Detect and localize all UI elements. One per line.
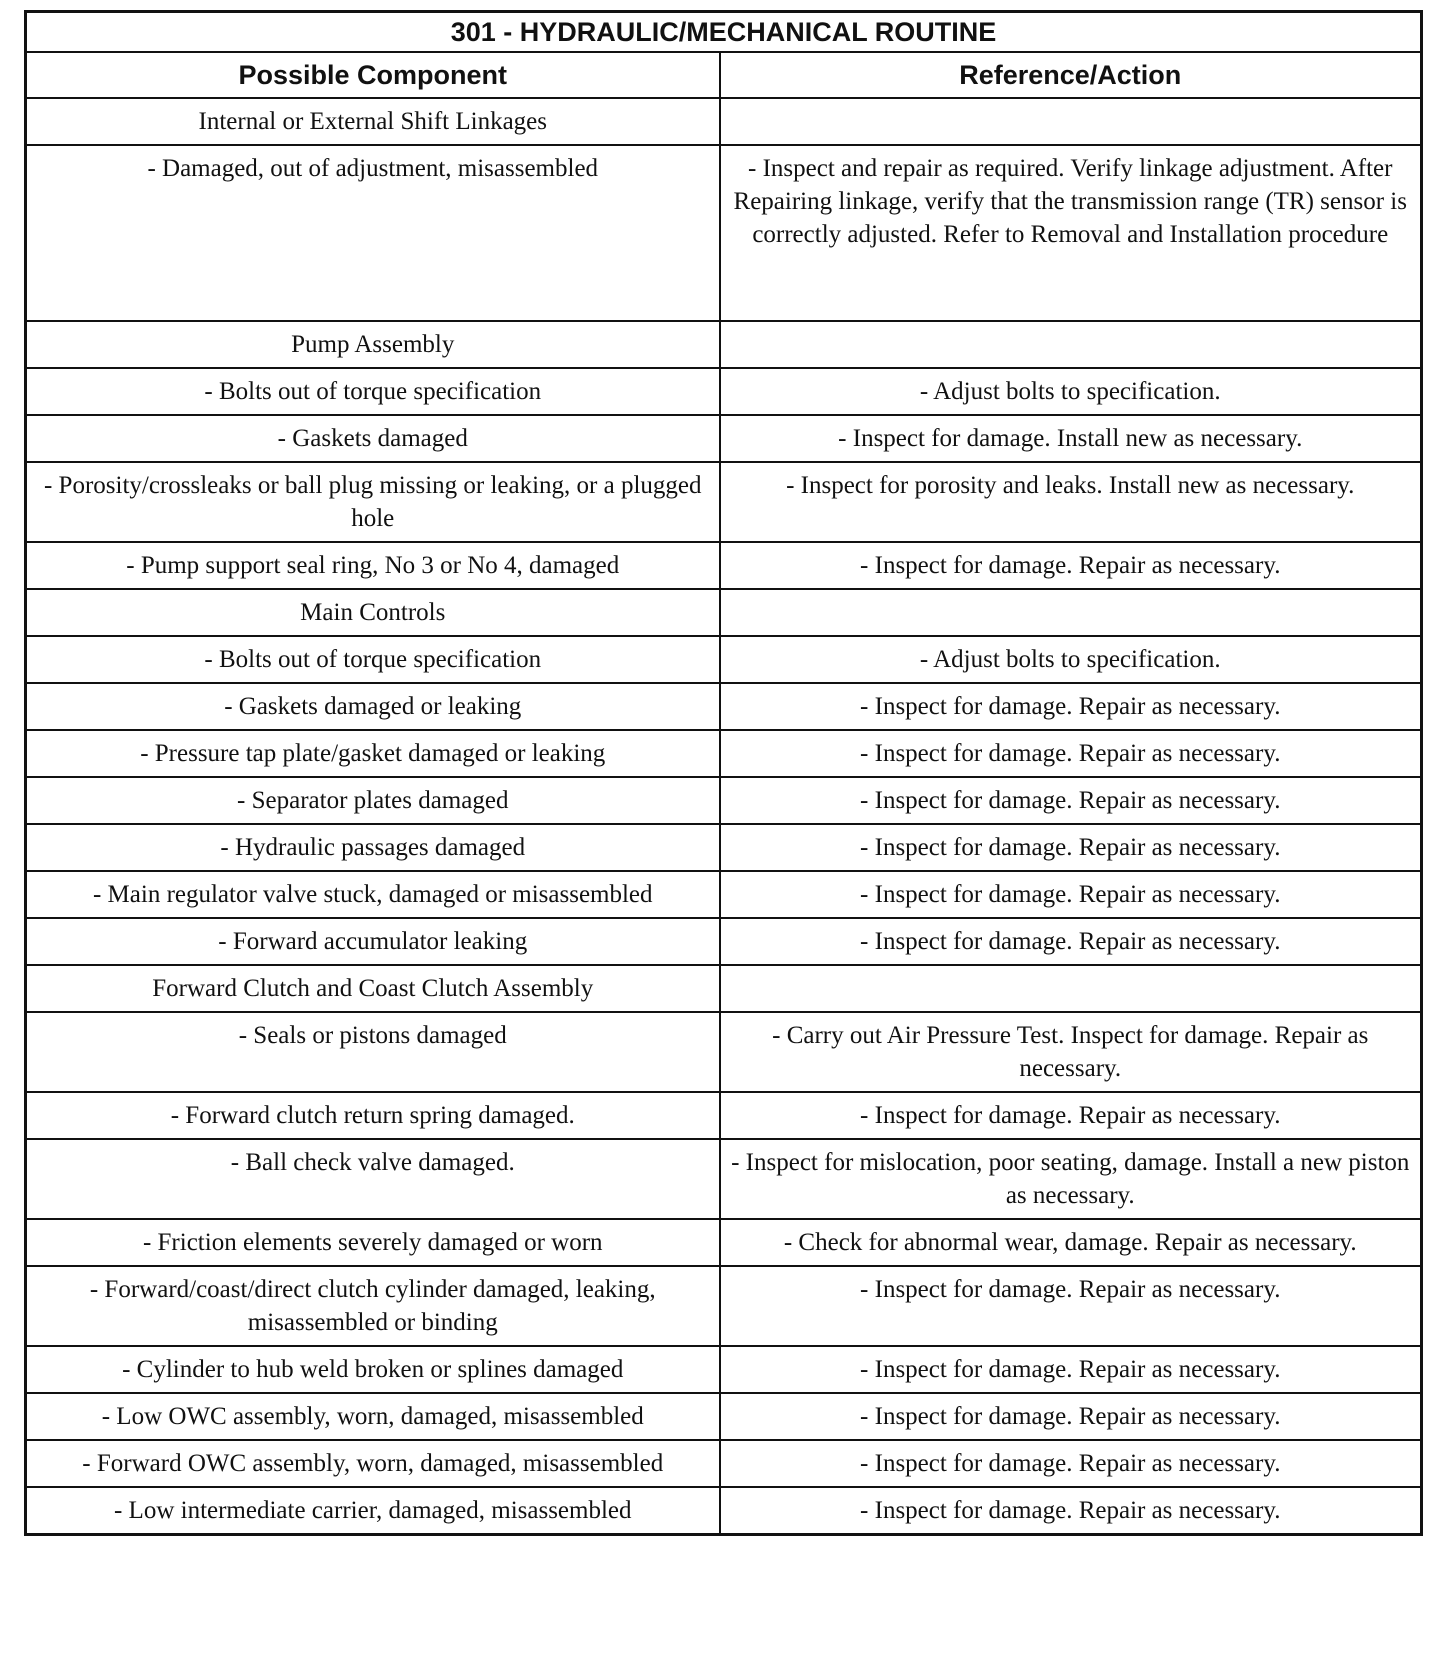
action-cell: - Inspect for damage. Repair as necessary. (720, 824, 1422, 871)
table-row (26, 1092, 1422, 1139)
table-row (26, 98, 1422, 145)
component-cell: - Forward clutch return spring damaged. (26, 1092, 720, 1139)
component-cell: - Forward OWC assembly, worn, damaged, misassembled (26, 1440, 720, 1487)
action-cell (720, 965, 1422, 1012)
column-header-action: Reference/Action (720, 52, 1422, 98)
component-cell: - Pressure tap plate/gasket damaged or leaking (26, 730, 720, 777)
table-row (26, 368, 1422, 415)
action-cell: - Inspect for damage. Repair as necessary. (720, 1393, 1422, 1440)
action-cell: - Adjust bolts to specification. (720, 368, 1422, 415)
table-row (26, 145, 1422, 321)
action-cell: - Inspect for damage. Repair as necessary. (720, 777, 1422, 824)
table-row (26, 965, 1422, 1012)
action-cell: - Inspect for damage. Repair as necessary. (720, 871, 1422, 918)
table-row (26, 589, 1422, 636)
component-cell: - Bolts out of torque specification (26, 368, 720, 415)
table-row (26, 1266, 1422, 1346)
component-cell: Pump Assembly (26, 321, 720, 368)
diagnostic-table (24, 10, 1423, 1536)
component-cell: - Hydraulic passages damaged (26, 824, 720, 871)
table-row (26, 730, 1422, 777)
action-cell: - Adjust bolts to specification. (720, 636, 1422, 683)
table-row (26, 1393, 1422, 1440)
action-cell: - Inspect for damage. Repair as necessary. (720, 683, 1422, 730)
column-header-component: Possible Component (26, 52, 720, 98)
table-row (26, 1346, 1422, 1393)
component-cell: - Cylinder to hub weld broken or splines damaged (26, 1346, 720, 1393)
table-row (26, 683, 1422, 730)
table-row (26, 636, 1422, 683)
action-cell: - Inspect for mislocation, poor seating, damage. Install a new piston as necessary. (720, 1139, 1422, 1219)
action-cell: - Inspect for damage. Repair as necessary. (720, 542, 1422, 589)
component-cell: - Main regulator valve stuck, damaged or misassembled (26, 871, 720, 918)
action-cell: - Inspect for damage. Repair as necessary. (720, 730, 1422, 777)
component-cell: Internal or External Shift Linkages (26, 98, 720, 145)
action-cell (720, 98, 1422, 145)
table-row (26, 824, 1422, 871)
component-cell: - Forward/coast/direct clutch cylinder damaged, leaking, misassembled or binding (26, 1266, 720, 1346)
component-cell: - Ball check valve damaged. (26, 1139, 720, 1219)
component-cell: - Separator plates damaged (26, 777, 720, 824)
component-cell: - Gaskets damaged (26, 415, 720, 462)
component-cell: - Seals or pistons damaged (26, 1012, 720, 1092)
table-row (26, 777, 1422, 824)
table-row (26, 462, 1422, 542)
component-cell: - Low intermediate carrier, damaged, misassembled (26, 1487, 720, 1535)
action-cell: - Inspect for damage. Repair as necessary. (720, 1092, 1422, 1139)
component-cell: - Damaged, out of adjustment, misassembled (26, 145, 720, 321)
table-row (26, 321, 1422, 368)
table-row (26, 1440, 1422, 1487)
table-row (26, 871, 1422, 918)
table-row (26, 1012, 1422, 1092)
action-cell: - Inspect for damage. Repair as necessary. (720, 1487, 1422, 1535)
action-cell: - Inspect for damage. Repair as necessary. (720, 1440, 1422, 1487)
action-cell: - Carry out Air Pressure Test. Inspect for damage. Repair as necessary. (720, 1012, 1422, 1092)
component-cell: Main Controls (26, 589, 720, 636)
component-cell: - Low OWC assembly, worn, damaged, misassembled (26, 1393, 720, 1440)
action-cell: - Check for abnormal wear, damage. Repair as necessary. (720, 1219, 1422, 1266)
component-cell: Forward Clutch and Coast Clutch Assembly (26, 965, 720, 1012)
component-cell: - Porosity/crossleaks or ball plug missing or leaking, or a plugged hole (26, 462, 720, 542)
action-cell: - Inspect for damage. Repair as necessary. (720, 918, 1422, 965)
component-cell: - Bolts out of torque specification (26, 636, 720, 683)
header-row (26, 52, 1422, 98)
action-cell: - Inspect for damage. Repair as necessary. (720, 1346, 1422, 1393)
table-row (26, 918, 1422, 965)
action-cell: - Inspect and repair as required. Verify linkage adjustment. After Repairing linkage, verify that the transmission range (TR) sensor is correctly adjusted. Refer to Removal and Installation procedure (720, 145, 1422, 321)
action-cell: - Inspect for porosity and leaks. Install new as necessary. (720, 462, 1422, 542)
component-cell: - Forward accumulator leaking (26, 918, 720, 965)
table-row (26, 415, 1422, 462)
table-row (26, 542, 1422, 589)
action-cell (720, 321, 1422, 368)
component-cell: - Pump support seal ring, No 3 or No 4, damaged (26, 542, 720, 589)
component-cell: - Gaskets damaged or leaking (26, 683, 720, 730)
title-row (26, 12, 1422, 53)
table-row (26, 1487, 1422, 1535)
table-title: 301 - HYDRAULIC/MECHANICAL ROUTINE (26, 12, 1422, 53)
component-cell: - Friction elements severely damaged or worn (26, 1219, 720, 1266)
document-sheet (24, 10, 1420, 1536)
table-row (26, 1139, 1422, 1219)
table-row (26, 1219, 1422, 1266)
action-cell: - Inspect for damage. Install new as necessary. (720, 415, 1422, 462)
action-cell (720, 589, 1422, 636)
action-cell: - Inspect for damage. Repair as necessary. (720, 1266, 1422, 1346)
